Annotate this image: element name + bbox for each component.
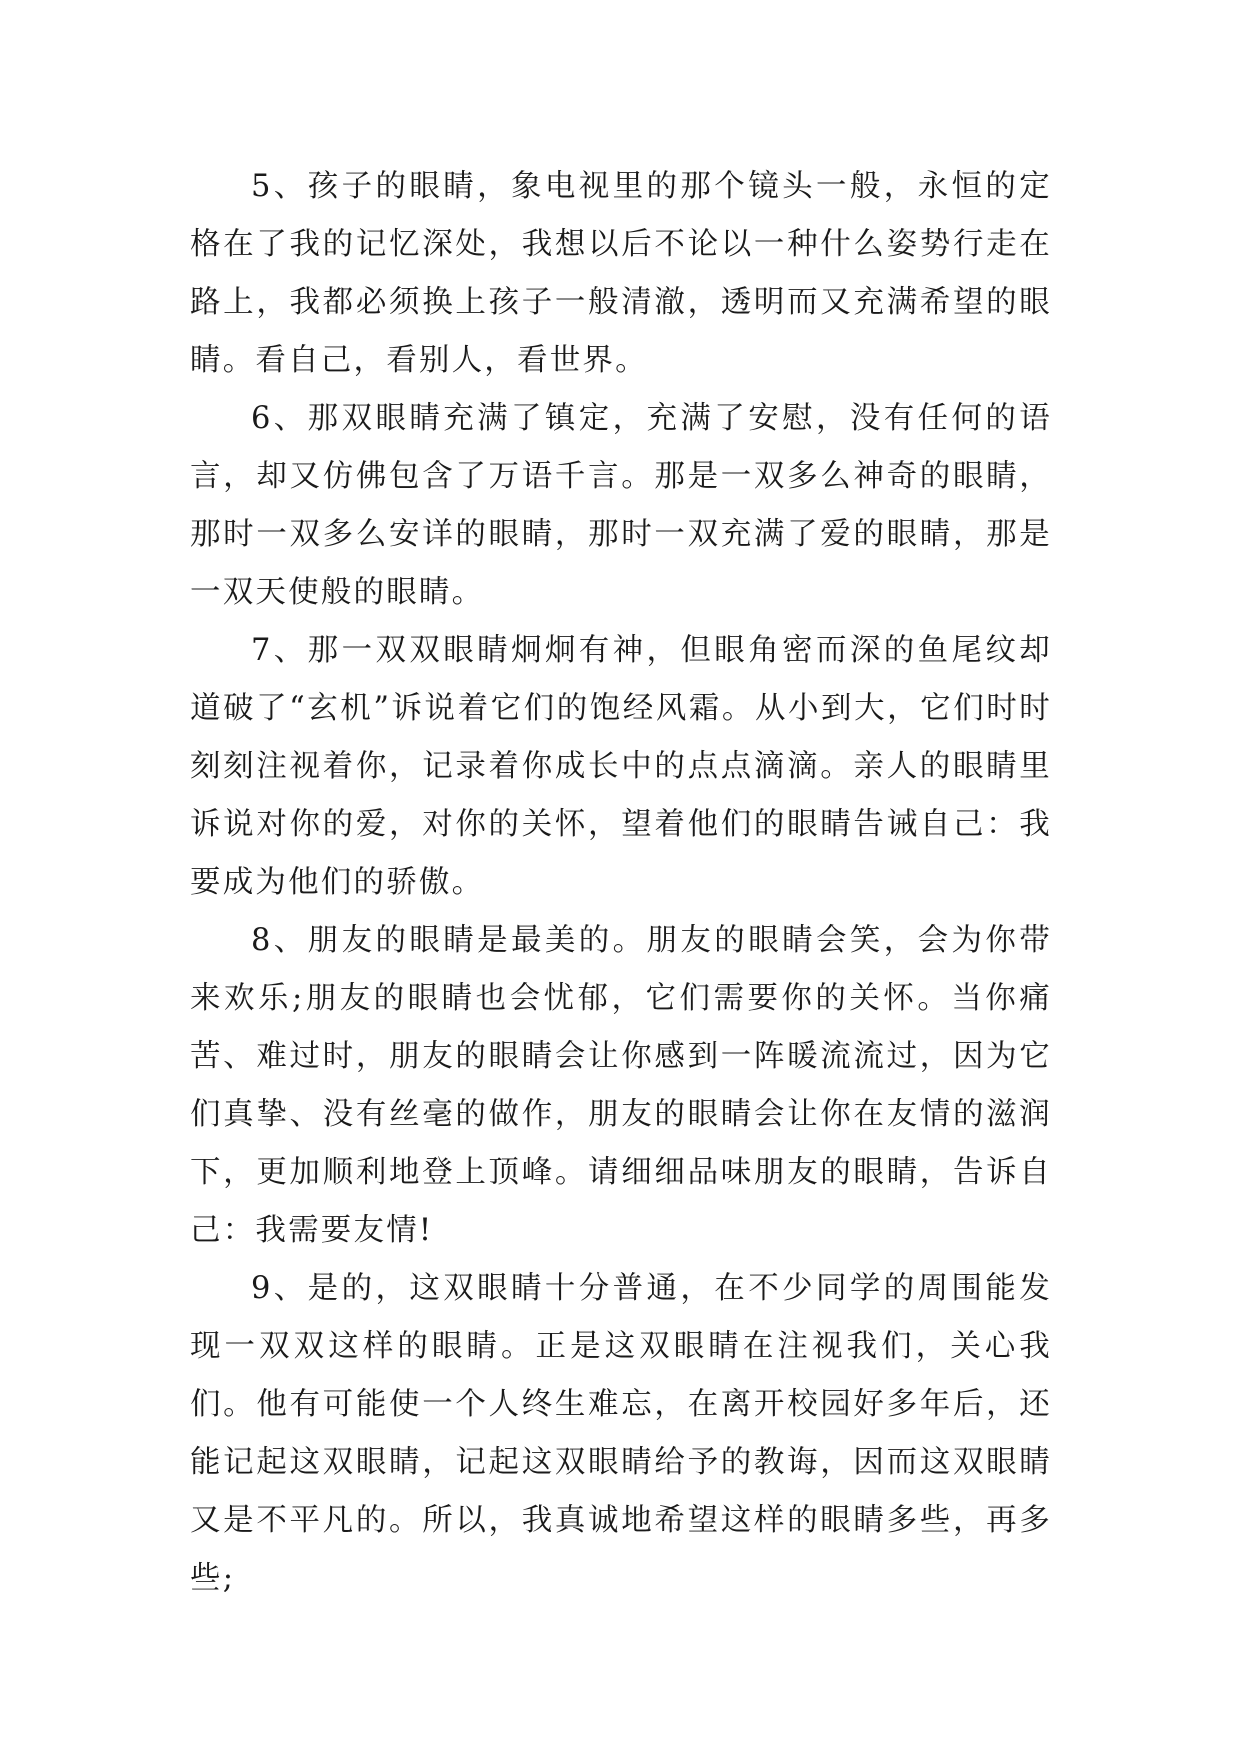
paragraph-5: 5、孩子的眼睛，象电视里的那个镜头一般，永恒的定格在了我的记忆深处，我想以后不论以一种什么姿势行走在路上，我都必须换上孩子一般清澈，透明而又充满希望的眼睛。看自己，看别人，看世界。 — [190, 169, 1052, 378]
document-body — [190, 158, 1052, 1608]
paragraph-8: 8、朋友的眼睛是最美的。朋友的眼睛会笑，会为你带来欢乐;朋友的眼睛也会忧郁，它们需要你的关怀。当你痛苦、难过时，朋友的眼睛会让你感到一阵暖流流过，因为它们真挚、没有丝毫的做作，朋友的眼睛会让你在友情的滋润下，更加顺利地登上顶峰。请细细品味朋友的眼睛，告诉自己：我需要友情! — [190, 923, 1052, 1248]
paragraph-9: 9、是的，这双眼睛十分普通，在不少同学的周围能发现一双双这样的眼睛。正是这双眼睛在注视我们，关心我们。他有可能使一个人终生难忘，在离开校园好多年后，还能记起这双眼睛，记起这双眼睛给予的教诲，因而这双眼睛又是不平凡的。所以，我真诚地希望这样的眼睛多些，再多些; — [190, 1271, 1052, 1596]
paragraph-6: 6、那双眼睛充满了镇定，充满了安慰，没有任何的语言，却又仿佛包含了万语千言。那是一双多么神奇的眼睛，那时一双多么安详的眼睛，那时一双充满了爱的眼睛，那是一双天使般的眼睛。 — [190, 401, 1052, 610]
paragraph-7: 7、那一双双眼睛炯炯有神，但眼角密而深的鱼尾纹却道破了“玄机”诉说着它们的饱经风霜。从小到大，它们时时刻刻注视着你，记录着你成长中的点点滴滴。亲人的眼睛里诉说对你的爱，对你的关怀，望着他们的眼睛告诫自己：我要成为他们的骄傲。 — [190, 633, 1052, 900]
